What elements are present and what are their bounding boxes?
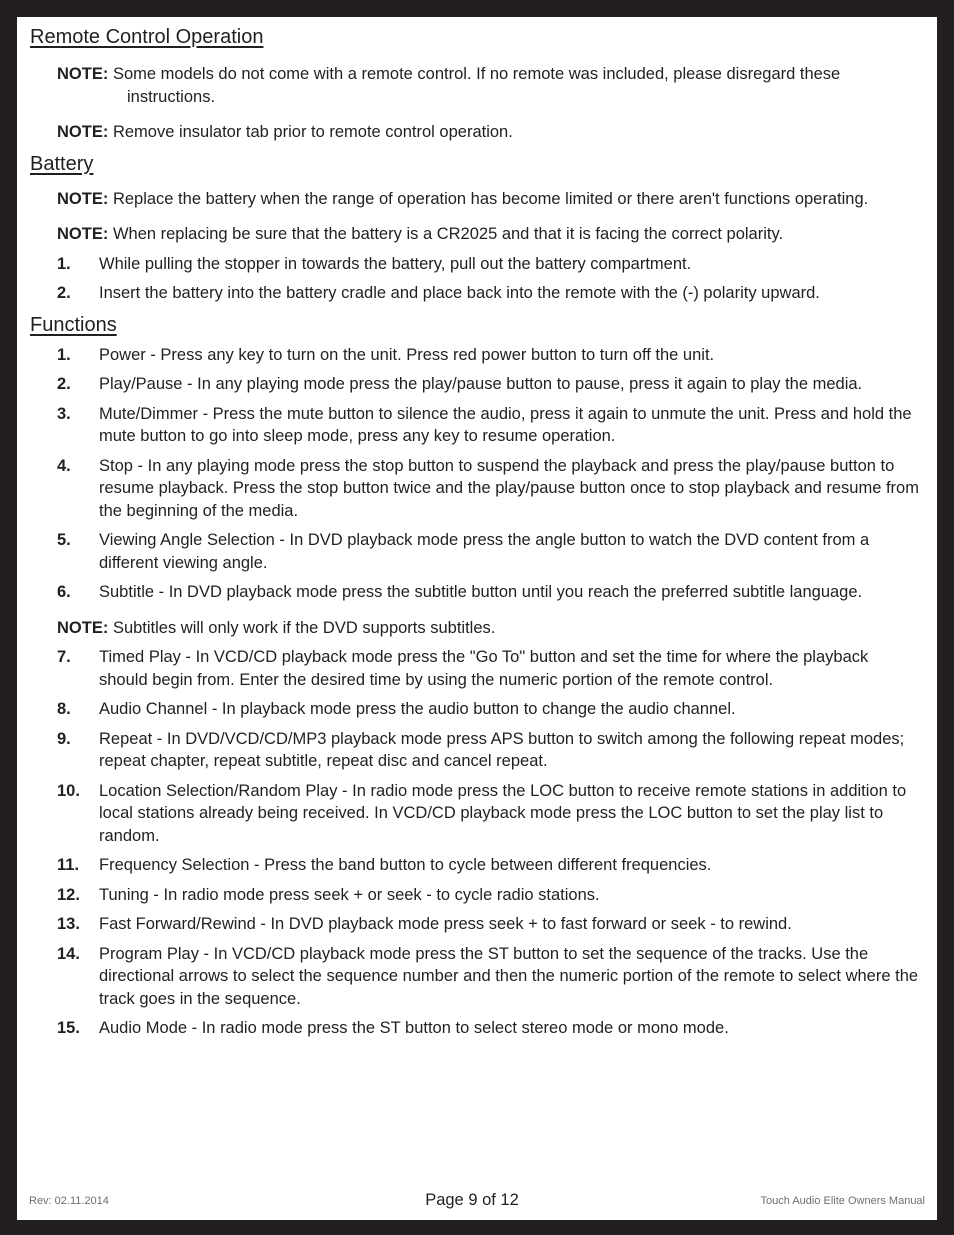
note-text: Subtitles will only work if the DVD supports subtitles. <box>112 618 496 637</box>
item-text: Insert the battery into the battery cradle and place back into the remote with the (-) polarity upward. <box>99 284 820 302</box>
item-number: 7. <box>57 648 71 666</box>
item-number: 10. <box>57 781 80 800</box>
item-text: Viewing Angle Selection - In DVD playback mode press the angle button to watch the DVD content from a different viewing angle. <box>99 531 870 572</box>
note-text: Replace the battery when the range of operation has become limited or there aren't functions operating. <box>112 189 869 208</box>
note <box>57 617 920 640</box>
list-item <box>57 728 920 773</box>
list-item <box>57 529 920 574</box>
item-text: Frequency Selection - Press the band button to cycle between different frequencies. <box>99 856 712 874</box>
item-number: 5. <box>57 531 71 549</box>
item-text: While pulling the stopper in towards the battery, pull out the battery compartment. <box>99 254 692 273</box>
list-item <box>57 1017 920 1040</box>
list-item <box>57 943 920 1011</box>
item-text: Subtitle - In DVD playback mode press the subtitle button until you reach the preferred subtitle language. <box>99 583 863 601</box>
list-item <box>57 581 920 604</box>
manual-title: Touch Audio Elite Owners Manual <box>760 1195 925 1207</box>
note-label: NOTE: <box>57 123 109 141</box>
manual-page <box>17 17 937 1220</box>
list-item <box>57 403 920 448</box>
note-label: NOTE: <box>57 618 109 637</box>
list-item <box>57 884 920 907</box>
page-content <box>30 25 920 1040</box>
item-text: Fast Forward/Rewind - In DVD playback mode press seek + to fast forward or seek - to rewind. <box>99 915 792 933</box>
item-number: 4. <box>57 456 71 475</box>
list-item <box>57 854 920 877</box>
item-number: 2. <box>57 284 71 302</box>
item-number: 8. <box>57 700 71 718</box>
note-text: Remove insulator tab prior to remote control operation. <box>112 123 513 141</box>
item-number: 6. <box>57 583 71 601</box>
list-item <box>57 455 920 523</box>
item-number: 2. <box>57 375 71 393</box>
item-text: Tuning - In radio mode press seek + or seek - to cycle radio stations. <box>99 885 600 904</box>
item-number: 12. <box>57 885 80 904</box>
list-item <box>57 780 920 848</box>
item-text: Stop - In any playing mode press the stop button to suspend the playback and press the play/pause button to resume playback. Press the stop button twice and the play/pause button once to stop playback and resume from the beginning of the media. <box>99 456 919 520</box>
list-item <box>57 373 920 396</box>
note-text: When replacing be sure that the battery is a CR2025 and that it is facing the correct polarity. <box>112 225 784 243</box>
note-label: NOTE: <box>57 225 109 243</box>
item-text: Power - Press any key to turn on the unit. Press red power button to turn off the unit. <box>99 345 715 364</box>
note <box>57 223 920 246</box>
heading-functions: Functions <box>30 313 117 336</box>
note-label: NOTE: <box>57 189 109 208</box>
list-item <box>57 253 920 276</box>
list-item <box>57 913 920 936</box>
note <box>57 188 920 211</box>
item-number: 13. <box>57 915 80 933</box>
note <box>57 63 920 108</box>
heading-battery: Battery <box>30 152 94 175</box>
item-text: Timed Play - In VCD/CD playback mode press the "Go To" button and set the time for where the playback should begin from. Enter the desired time by using the numeric portion of the remote control. <box>99 648 869 689</box>
item-text: Play/Pause - In any playing mode press the play/pause button to pause, press it again to play the media. <box>99 375 863 393</box>
item-number: 14. <box>57 944 80 963</box>
item-text: Audio Channel - In playback mode press the audio button to change the audio channel. <box>99 700 736 718</box>
page-number: Page 9 of 12 <box>425 1191 519 1209</box>
note-label: NOTE: <box>57 65 109 83</box>
list-item <box>57 282 920 305</box>
item-number: 11. <box>57 856 80 874</box>
list-item <box>57 698 920 721</box>
item-number: 3. <box>57 404 71 423</box>
item-number: 1. <box>57 254 71 273</box>
note <box>57 121 920 144</box>
note-text: Some models do not come with a remote control. If no remote was included, please disregard these instructions. <box>112 65 841 106</box>
item-number: 1. <box>57 345 71 364</box>
item-text: Repeat - In DVD/VCD/CD/MP3 playback mode press APS button to switch among the following repeat modes; repeat chapter, repeat subtitle, repeat disc and cancel repeat. <box>99 729 905 770</box>
item-text: Audio Mode - In radio mode press the ST button to select stereo mode or mono mode. <box>99 1019 729 1037</box>
list-item <box>57 646 920 691</box>
list-item <box>57 344 920 367</box>
item-text: Mute/Dimmer - Press the mute button to silence the audio, press it again to unmute the unit. Press and hold the mute button to go into sleep mode, press any key to resume operation. <box>99 404 912 445</box>
item-number: 9. <box>57 729 71 748</box>
revision-date: Rev: 02.11.2014 <box>29 1195 109 1207</box>
item-number: 15. <box>57 1019 80 1037</box>
item-text: Location Selection/Random Play - In radio mode press the LOC button to receive remote stations in addition to local stations already being received. In VCD/CD playback mode press the LOC button to set the play list to random. <box>99 781 907 845</box>
heading-remote-control-operation: Remote Control Operation <box>30 26 264 48</box>
item-text: Program Play - In VCD/CD playback mode press the ST button to set the sequence of the tracks. Use the directional arrows to select the sequence number and then the numeric portion of the remote to select where the track goes in the sequence. <box>99 944 919 1008</box>
